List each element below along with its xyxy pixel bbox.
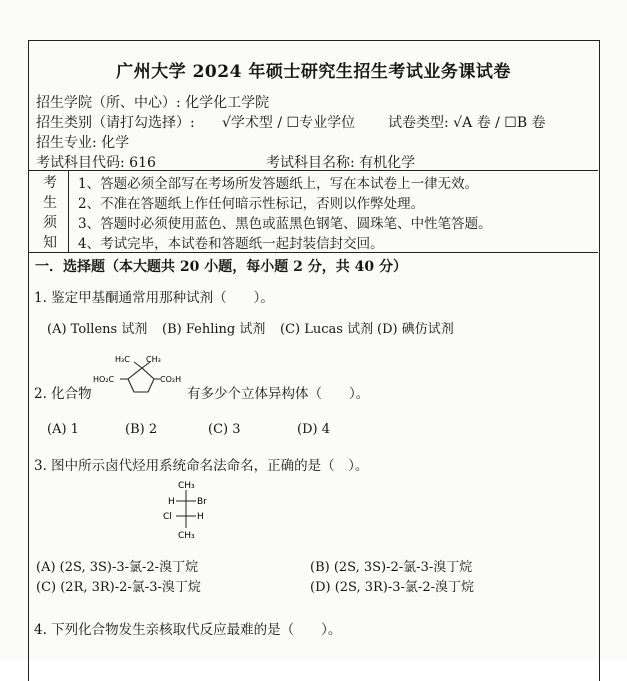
question-2-suffix: 有多少个立体异构体（ ）。 [187,386,370,402]
q3-option-c: (C) (2R, 3R)-2-氯-3-溴丁烷 [36,580,201,595]
category-options: √学术型 / ☐专业学位 [222,115,356,131]
fischer-r1-left: H [168,497,175,507]
category-label: 招生类别（请打勾选择）: [36,115,195,131]
notice-char: 知 [43,235,57,251]
cyclopentane-dicarboxylic-acid-structure [92,352,190,404]
notice-item: 1、答题必须全部写在考场所发答题纸上，写在本试卷上一律无效。 [78,176,479,192]
section-heading: 一．选择题（本大题共 20 小题，每小题 2 分，共 40 分） [35,259,407,275]
q1-option-c: (C) Lucas 试剂 [280,322,374,337]
fischer-r2-left: Cl [163,512,172,522]
struct-right: CO₂H [160,375,182,384]
question-1: 1. 鉴定甲基酮通常用那种试剂（ ）。 [34,290,274,306]
q1-option-a: (A) Tollens 试剂 [47,322,148,337]
question-2-prefix: 2. 化合物 [34,386,92,402]
notice-bottom-rule [29,252,598,253]
exam-title: 广州大学 2024 年硕士研究生招生考试业务课试卷 [116,62,511,82]
fischer-r1-right: Br [197,497,207,507]
question-3: 3. 图中所示卤代烃用系统命名法命名，正确的是（ ）。 [34,458,369,474]
q1-option-d: (D) 碘仿试剂 [377,322,454,337]
subject-name: 考试科目名称: 有机化学 [266,155,416,171]
q2-option-b: (B) 2 [125,422,158,437]
notice-item: 4、考试完毕，本试卷和答题纸一起封装信封交回。 [78,236,384,252]
struct-top-left: H₃C [115,355,130,364]
q3-option-a: (A) (2S, 3S)-3-氯-2-溴丁烷 [36,560,199,575]
paper-type: 试卷类型: √A 卷 / ☐B 卷 [388,115,546,131]
q3-option-b: (B) (2S, 3S)-2-氯-3-溴丁烷 [310,560,473,575]
q2-option-c: (C) 3 [208,422,241,437]
notice-top-rule [29,170,598,171]
q2-option-a: (A) 1 [47,422,79,437]
fischer-projection [160,478,220,542]
q3-option-d: (D) (2S, 3R)-3-氯-2-溴丁烷 [310,580,474,595]
question-4: 4. 下列化合物发生亲核取代反应最难的是（ ）。 [34,622,342,638]
notice-char: 生 [43,195,57,211]
notice-char: 考 [43,175,57,191]
notice-item: 2、不准在答题纸上作任何暗示性标记，否则以作弊处理。 [78,196,425,212]
subject-code: 考试科目代码: 616 [36,155,156,171]
fischer-top: CH₃ [178,481,195,491]
q1-option-b: (B) Fehling 试剂 [162,322,266,337]
major-line: 招生专业: 化学 [36,135,130,151]
struct-top-right: CH₃ [146,355,161,364]
q2-option-d: (D) 4 [297,422,330,437]
struct-left: HO₂C [93,375,115,384]
fischer-bottom: CH₃ [178,531,195,541]
college-line: 招生学院（所、中心）: 化学化工学院 [36,95,270,111]
notice-divider [68,170,69,252]
fischer-r2-right: H [197,512,204,522]
notice-char: 须 [43,215,57,231]
notice-item: 3、答题时必须使用蓝色、黑色或蓝黑色钢笔、圆珠笔、中性笔答题。 [78,216,492,232]
